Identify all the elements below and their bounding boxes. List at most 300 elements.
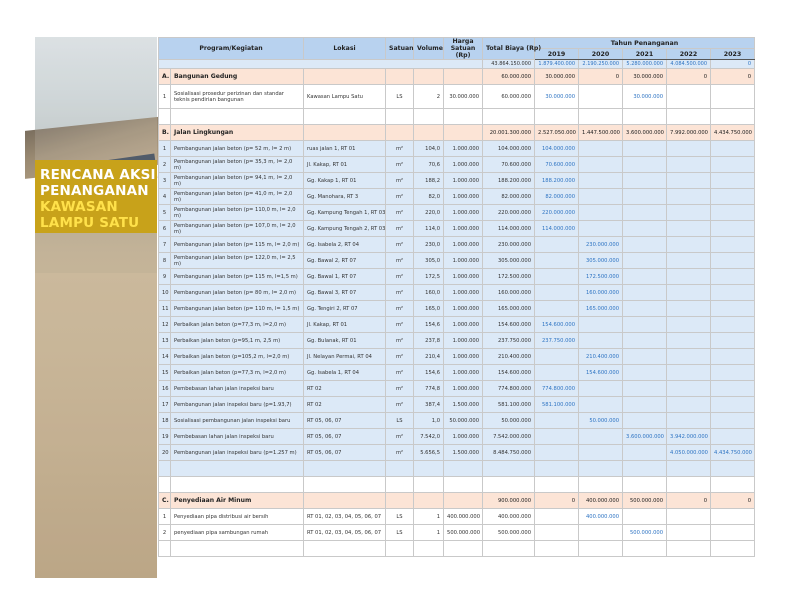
row-year-value xyxy=(535,429,579,445)
table-row xyxy=(159,365,755,381)
row-year-value xyxy=(623,237,667,253)
row-year-value xyxy=(623,413,667,429)
row-year-value xyxy=(667,237,711,253)
table-row xyxy=(159,397,755,413)
row-year-value xyxy=(535,445,579,461)
section-row xyxy=(159,125,755,141)
row-harga: 1.000.000 xyxy=(444,157,483,173)
row-harga: 1.000.000 xyxy=(444,205,483,221)
row-lokasi: Gg. Isabela 1, RT 04 xyxy=(304,365,386,381)
section-name: Penyediaan Air Minum xyxy=(171,493,304,509)
section-row xyxy=(159,69,755,85)
row-year-value: 154.600.000 xyxy=(579,365,623,381)
row-year-value xyxy=(711,85,755,109)
row-year-value xyxy=(579,445,623,461)
grand-total-year: 4.084.500.000 xyxy=(667,60,711,69)
empty-cell xyxy=(414,109,444,125)
row-number: 19 xyxy=(159,429,171,445)
row-year-value xyxy=(623,333,667,349)
section-code: B. xyxy=(159,125,171,141)
row-year-value xyxy=(667,285,711,301)
row-harga: 1.000.000 xyxy=(444,317,483,333)
row-year-value xyxy=(711,173,755,189)
row-total: 8.484.750.000 xyxy=(483,445,535,461)
col-header-satuan: Satuan xyxy=(386,38,414,60)
row-harga: 1.000.000 xyxy=(444,429,483,445)
empty-cell xyxy=(171,541,304,557)
row-year-value xyxy=(623,365,667,381)
row-year-value: 774.800.000 xyxy=(535,381,579,397)
section-total: 900.000.000 xyxy=(483,493,535,509)
row-volume: 220,0 xyxy=(414,205,444,221)
row-year-value xyxy=(623,285,667,301)
table-row xyxy=(159,269,755,285)
row-harga: 500.000.000 xyxy=(444,525,483,541)
empty-cell xyxy=(623,461,667,477)
row-harga: 30.000.000 xyxy=(444,85,483,109)
row-year-value xyxy=(711,269,755,285)
empty-cell xyxy=(623,109,667,125)
empty-cell xyxy=(414,461,444,477)
row-number: 6 xyxy=(159,221,171,237)
action-plan-table xyxy=(158,37,755,557)
col-header-year: 2023 xyxy=(711,49,755,60)
row-year-value xyxy=(711,509,755,525)
row-volume: 387,4 xyxy=(414,397,444,413)
col-header-program: Program/Kegiatan xyxy=(159,38,304,60)
empty-cell xyxy=(483,477,535,493)
row-year-value xyxy=(667,381,711,397)
row-volume: 230,0 xyxy=(414,237,444,253)
row-year-value: 154.600.000 xyxy=(535,317,579,333)
row-year-value xyxy=(623,509,667,525)
table-row xyxy=(159,205,755,221)
empty-cell xyxy=(386,493,414,509)
table-row xyxy=(159,333,755,349)
row-year-value xyxy=(623,205,667,221)
section-year-total: 400.000.000 xyxy=(579,493,623,509)
row-year-value xyxy=(623,269,667,285)
row-program: Pembangunan jalan beton (p= 52 m, l= 2 m) xyxy=(171,141,304,157)
row-harga: 1.000.000 xyxy=(444,253,483,269)
empty-cell xyxy=(304,461,386,477)
row-year-value: 230.000.000 xyxy=(579,237,623,253)
row-year-value xyxy=(623,301,667,317)
row-year-value xyxy=(711,429,755,445)
row-program: Sosialisasi pembangunan jalan inspeksi baru xyxy=(171,413,304,429)
row-total: 114.000.000 xyxy=(483,221,535,237)
empty-cell xyxy=(414,493,444,509)
row-total: 220.000.000 xyxy=(483,205,535,221)
row-satuan: m² xyxy=(386,285,414,301)
row-year-value xyxy=(579,157,623,173)
row-harga: 1.000.000 xyxy=(444,189,483,205)
row-year-value: 400.000.000 xyxy=(579,509,623,525)
row-year-value: 237.750.000 xyxy=(535,333,579,349)
section-year-total: 30.000.000 xyxy=(535,69,579,85)
row-total: 210.400.000 xyxy=(483,349,535,365)
row-total: 154.600.000 xyxy=(483,317,535,333)
row-total: 50.000.000 xyxy=(483,413,535,429)
riverside-photo xyxy=(35,37,157,578)
row-year-value xyxy=(623,317,667,333)
row-volume: 165,0 xyxy=(414,301,444,317)
row-harga: 1.000.000 xyxy=(444,285,483,301)
table-row xyxy=(159,285,755,301)
row-year-value: 3.942.000.000 xyxy=(667,429,711,445)
row-total: 305.000.000 xyxy=(483,253,535,269)
row-number: 10 xyxy=(159,285,171,301)
row-year-value xyxy=(711,397,755,413)
row-year-value xyxy=(711,141,755,157)
row-year-value xyxy=(667,525,711,541)
row-year-value xyxy=(711,365,755,381)
row-satuan: m² xyxy=(386,381,414,397)
row-year-value: 210.400.000 xyxy=(579,349,623,365)
row-program: Perbaikan jalan beton (p=77,3 m, l=2,0 m) xyxy=(171,365,304,381)
row-year-value: 70.600.000 xyxy=(535,157,579,173)
empty-cell xyxy=(623,541,667,557)
section-total: 20.001.300.000 xyxy=(483,125,535,141)
row-year-value xyxy=(623,381,667,397)
row-year-value xyxy=(535,365,579,381)
row-total: 188.200.000 xyxy=(483,173,535,189)
row-number: 3 xyxy=(159,173,171,189)
title-line: KAWASAN xyxy=(40,199,118,215)
row-year-value xyxy=(579,189,623,205)
row-satuan: m² xyxy=(386,237,414,253)
empty-cell xyxy=(667,461,711,477)
row-number: 17 xyxy=(159,397,171,413)
section-row xyxy=(159,493,755,509)
row-satuan: m² xyxy=(386,365,414,381)
row-volume: 1,0 xyxy=(414,413,444,429)
row-year-value: 3.600.000.000 xyxy=(623,429,667,445)
table-row xyxy=(159,85,755,109)
row-year-value: 160.000.000 xyxy=(579,285,623,301)
row-year-value xyxy=(623,221,667,237)
row-satuan: m² xyxy=(386,253,414,269)
row-year-value xyxy=(579,429,623,445)
row-year-value xyxy=(579,333,623,349)
row-year-value xyxy=(711,285,755,301)
spacer-row xyxy=(159,461,755,477)
section-name: Bangunan Gedung xyxy=(171,69,304,85)
row-program: Pembangunan jalan beton (p= 35,3 m, l= 2,0 m) xyxy=(171,157,304,173)
section-year-total: 4.434.750.000 xyxy=(711,125,755,141)
row-satuan: m² xyxy=(386,173,414,189)
row-year-value xyxy=(535,509,579,525)
section-year-total: 2.527.050.000 xyxy=(535,125,579,141)
row-satuan: m² xyxy=(386,333,414,349)
row-lokasi: Gg. Isabela 2, RT 04 xyxy=(304,237,386,253)
row-total: 581.100.000 xyxy=(483,397,535,413)
row-harga: 1.500.000 xyxy=(444,445,483,461)
row-year-value xyxy=(579,221,623,237)
row-volume: 2 xyxy=(414,85,444,109)
spacer-row xyxy=(159,109,755,125)
row-volume: 210,4 xyxy=(414,349,444,365)
section-year-total: 1.447.500.000 xyxy=(579,125,623,141)
row-year-value xyxy=(667,205,711,221)
row-volume: 104,0 xyxy=(414,141,444,157)
row-number: 16 xyxy=(159,381,171,397)
row-year-value: 305.000.000 xyxy=(579,253,623,269)
row-year-value xyxy=(667,189,711,205)
row-year-value xyxy=(579,205,623,221)
empty-cell xyxy=(159,477,171,493)
section-year-total: 3.600.000.000 xyxy=(623,125,667,141)
row-number: 7 xyxy=(159,237,171,253)
row-number: 1 xyxy=(159,85,171,109)
empty-cell xyxy=(667,541,711,557)
row-program: Pembangunan jalan beton (p= 110,0 m, l= 2,0 m) xyxy=(171,205,304,221)
row-lokasi: Gg. Bawal 2, RT 07 xyxy=(304,253,386,269)
row-harga: 400.000.000 xyxy=(444,509,483,525)
row-satuan: m² xyxy=(386,221,414,237)
row-year-value xyxy=(667,333,711,349)
row-volume: 154,6 xyxy=(414,317,444,333)
empty-cell xyxy=(667,109,711,125)
section-year-total: 30.000.000 xyxy=(623,69,667,85)
row-lokasi: Gg. Kakap 1, RT 01 xyxy=(304,173,386,189)
row-satuan: m² xyxy=(386,301,414,317)
row-volume: 160,0 xyxy=(414,285,444,301)
row-harga: 50.000.000 xyxy=(444,413,483,429)
empty-cell xyxy=(711,477,755,493)
row-year-value xyxy=(667,253,711,269)
row-total: 400.000.000 xyxy=(483,509,535,525)
row-satuan: m² xyxy=(386,445,414,461)
row-number: 15 xyxy=(159,365,171,381)
empty-cell xyxy=(414,477,444,493)
row-total: 172.500.000 xyxy=(483,269,535,285)
row-program: Penyediaan pipa distribusi air bersih xyxy=(171,509,304,525)
col-header-tahun: Tahun Penanganan xyxy=(535,38,755,49)
row-year-value xyxy=(667,349,711,365)
empty-cell xyxy=(304,541,386,557)
table-row xyxy=(159,413,755,429)
row-program: Pembangunan jalan beton (p= 122,0 m, l= 2,5 m) xyxy=(171,253,304,269)
row-lokasi: Gg. Kampung Tengah 1, RT 03 xyxy=(304,205,386,221)
row-program: Pembangunan jalan beton (p= 41,0 m, l= 2,0 m) xyxy=(171,189,304,205)
row-satuan: m² xyxy=(386,189,414,205)
row-satuan: LS xyxy=(386,525,414,541)
row-number: 14 xyxy=(159,349,171,365)
row-lokasi: RT 01, 02, 03, 04, 05, 06, 07 xyxy=(304,509,386,525)
empty-cell xyxy=(711,461,755,477)
row-year-value xyxy=(711,237,755,253)
row-volume: 1 xyxy=(414,525,444,541)
row-program: Perbaikan jalan beton (p=77,3 m, l=2,0 m) xyxy=(171,317,304,333)
row-volume: 172,5 xyxy=(414,269,444,285)
empty-cell xyxy=(535,541,579,557)
row-year-value xyxy=(667,413,711,429)
row-year-value: 30.000.000 xyxy=(535,85,579,109)
table-row xyxy=(159,141,755,157)
row-volume: 237,8 xyxy=(414,333,444,349)
row-number: 20 xyxy=(159,445,171,461)
row-program: Perbaikan jalan beton (p=105,2 m, l=2,0 m) xyxy=(171,349,304,365)
col-header-harga: Harga Satuan (Rp) xyxy=(444,38,483,60)
section-year-total: 0 xyxy=(711,69,755,85)
row-satuan: m² xyxy=(386,317,414,333)
grand-total-year: 2.190.250.000 xyxy=(579,60,623,69)
empty-cell xyxy=(483,461,535,477)
row-harga: 1.000.000 xyxy=(444,269,483,285)
table-row xyxy=(159,221,755,237)
row-year-value: 500.000.000 xyxy=(623,525,667,541)
row-satuan: m² xyxy=(386,157,414,173)
row-year-value xyxy=(667,269,711,285)
row-year-value xyxy=(667,221,711,237)
row-year-value xyxy=(667,317,711,333)
row-lokasi: Jl. Kakap, RT 01 xyxy=(304,157,386,173)
section-name: Jalan Lingkungan xyxy=(171,125,304,141)
row-volume: 7.542,0 xyxy=(414,429,444,445)
row-satuan: LS xyxy=(386,85,414,109)
row-year-value xyxy=(579,141,623,157)
row-total: 160.000.000 xyxy=(483,285,535,301)
col-header-year: 2020 xyxy=(579,49,623,60)
title-line: LAMPU SATU xyxy=(40,215,140,231)
row-program: Pembangunan jalan beton (p= 107,0 m, l= 2,0 m) xyxy=(171,221,304,237)
table-row xyxy=(159,317,755,333)
row-year-value xyxy=(667,301,711,317)
row-year-value xyxy=(535,413,579,429)
col-header-lokasi: Lokasi xyxy=(304,38,386,60)
row-year-value xyxy=(623,253,667,269)
row-satuan: m² xyxy=(386,205,414,221)
row-year-value xyxy=(711,525,755,541)
row-total: 7.542.000.000 xyxy=(483,429,535,445)
row-year-value xyxy=(711,253,755,269)
row-total: 82.000.000 xyxy=(483,189,535,205)
row-volume: 1 xyxy=(414,509,444,525)
table-row xyxy=(159,381,755,397)
table-row xyxy=(159,189,755,205)
table-row xyxy=(159,237,755,253)
empty-cell xyxy=(159,109,171,125)
row-lokasi: RT 02 xyxy=(304,381,386,397)
section-year-total: 0 xyxy=(579,69,623,85)
empty-cell xyxy=(444,461,483,477)
photo-overlay xyxy=(35,37,157,578)
row-year-value: 4.050.000.000 xyxy=(667,445,711,461)
row-number: 9 xyxy=(159,269,171,285)
row-lokasi: Gg. Bulanak, RT 01 xyxy=(304,333,386,349)
empty-cell xyxy=(414,125,444,141)
row-year-value xyxy=(711,349,755,365)
row-year-value xyxy=(535,237,579,253)
row-satuan: m² xyxy=(386,397,414,413)
empty-cell xyxy=(444,493,483,509)
row-program: Pembangunan jalan beton (p= 115 m, l= 2,0 m) xyxy=(171,237,304,253)
col-header-total: Total Biaya (Rp) xyxy=(483,38,535,60)
row-lokasi: RT 01, 02, 03, 04, 05, 06, 07 xyxy=(304,525,386,541)
grand-total-value: 43.864.150.000 xyxy=(483,60,535,69)
row-year-value xyxy=(623,349,667,365)
table-row xyxy=(159,509,755,525)
row-year-value xyxy=(535,253,579,269)
empty-cell xyxy=(304,69,386,85)
row-lokasi: RT 05, 06, 07 xyxy=(304,429,386,445)
row-lokasi: ruas jalan 1, RT 01 xyxy=(304,141,386,157)
row-volume: 114,0 xyxy=(414,221,444,237)
row-satuan: m² xyxy=(386,429,414,445)
row-harga: 1.000.000 xyxy=(444,141,483,157)
empty-cell xyxy=(386,125,414,141)
grand-total-year: 0 xyxy=(711,60,755,69)
grand-total-row xyxy=(159,60,755,69)
row-year-value: 172.500.000 xyxy=(579,269,623,285)
row-year-value xyxy=(623,189,667,205)
row-number: 4 xyxy=(159,189,171,205)
row-year-value xyxy=(579,317,623,333)
section-code: C. xyxy=(159,493,171,509)
row-lokasi: Gg. Kampung Tengah 2, RT 03 xyxy=(304,221,386,237)
row-lokasi: RT 02 xyxy=(304,397,386,413)
row-satuan: m² xyxy=(386,141,414,157)
row-year-value: 4.434.750.000 xyxy=(711,445,755,461)
row-number: 18 xyxy=(159,413,171,429)
row-number: 8 xyxy=(159,253,171,269)
row-total: 70.600.000 xyxy=(483,157,535,173)
row-volume: 774,8 xyxy=(414,381,444,397)
spacer-row xyxy=(159,477,755,493)
row-number: 5 xyxy=(159,205,171,221)
empty-cell xyxy=(171,477,304,493)
row-year-value xyxy=(711,333,755,349)
row-year-value: 165.000.000 xyxy=(579,301,623,317)
empty-cell xyxy=(386,69,414,85)
row-harga: 1.000.000 xyxy=(444,173,483,189)
row-program: Pembangunan jalan beton (p= 94,1 m, l= 2,0 m) xyxy=(171,173,304,189)
row-number: 12 xyxy=(159,317,171,333)
row-total: 60.000.000 xyxy=(483,85,535,109)
empty-cell xyxy=(304,125,386,141)
row-number: 1 xyxy=(159,509,171,525)
empty-cell xyxy=(386,477,414,493)
table-row xyxy=(159,253,755,269)
row-year-value xyxy=(623,141,667,157)
table-row xyxy=(159,349,755,365)
empty-cell xyxy=(386,541,414,557)
row-number: 1 xyxy=(159,141,171,157)
row-lokasi: Gg. Bawal 1, RT 07 xyxy=(304,269,386,285)
empty-cell xyxy=(535,477,579,493)
row-satuan: m² xyxy=(386,349,414,365)
row-year-value: 104.000.000 xyxy=(535,141,579,157)
row-year-value xyxy=(667,173,711,189)
row-lokasi: Jl. Kakap, RT 01 xyxy=(304,317,386,333)
row-harga: 1.000.000 xyxy=(444,301,483,317)
table-row xyxy=(159,429,755,445)
row-lokasi: Jl. Nelayan Permai, RT 04 xyxy=(304,349,386,365)
row-year-value xyxy=(579,525,623,541)
row-year-value xyxy=(711,205,755,221)
row-year-value xyxy=(667,141,711,157)
row-number: 13 xyxy=(159,333,171,349)
row-year-value: 30.000.000 xyxy=(623,85,667,109)
row-year-value xyxy=(535,301,579,317)
row-program: Pembangunan jalan inspeksi baru (p=1.257 m) xyxy=(171,445,304,461)
row-harga: 1.000.000 xyxy=(444,333,483,349)
section-year-total: 0 xyxy=(667,493,711,509)
table-row xyxy=(159,157,755,173)
empty-cell xyxy=(171,109,304,125)
row-total: 500.000.000 xyxy=(483,525,535,541)
